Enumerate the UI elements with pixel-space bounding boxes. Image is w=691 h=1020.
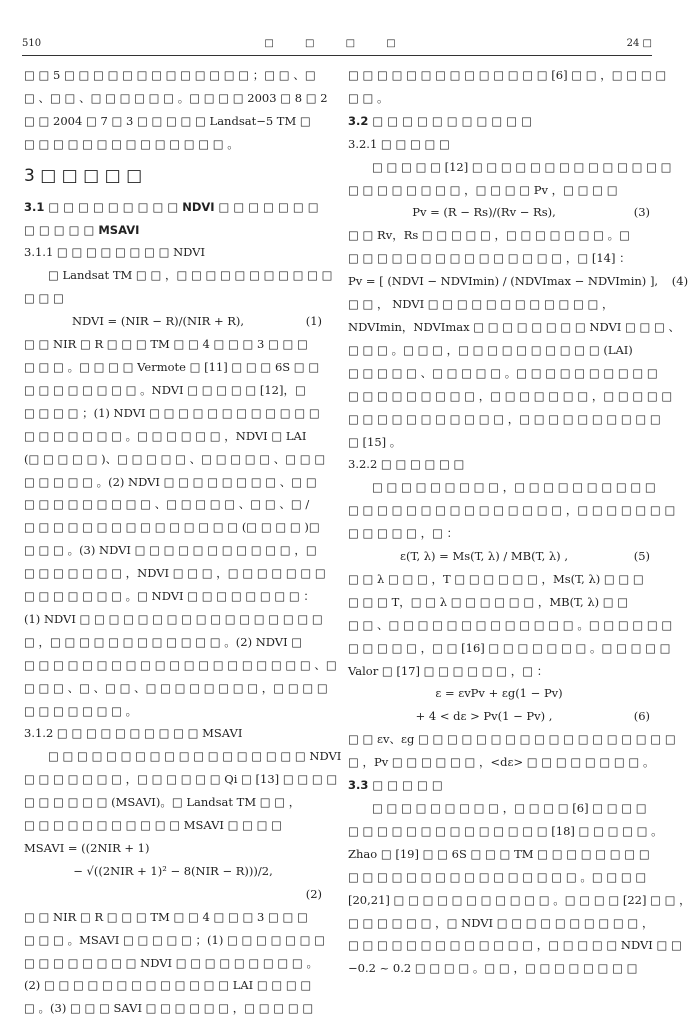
text-line: □ □ 、□ □ □ □ □ □ □ □ □ □ □ □ □ 。□ □ □ □ □ □ [348, 617, 673, 632]
running-header [22, 38, 652, 54]
text-line: □ □ □ 。MSAVI □ □ □ □ □ ；(1) □ □ □ □ □ □ □ [24, 932, 325, 947]
right-column [348, 64, 691, 980]
text-line: □ □ □ 。□ □ □ ，□ □ □ □ □ □ □ □ □ □ (LAI) [348, 342, 633, 357]
text-line: ε = εvPv + εg(1 − Pv) [435, 686, 563, 701]
text-line: Valor □ [17] □ □ □ □ □ □ ，□ ： [348, 663, 549, 678]
text-line: □ [15] 。 [348, 434, 402, 449]
text-line: □ □ □ □ □ □ □ □ □ □ □ □ □ □ □ □ □ □ NDVI [48, 749, 342, 764]
left-column [24, 64, 342, 1020]
text-line: −0.2 ~ 0.2 □ □ □ □ 。□ □ ，□ □ □ □ □ □ □ □ [348, 961, 638, 976]
equation-formula: ε(T, λ) = Ms(T, λ) / MB(T, λ) , [400, 549, 568, 564]
text-line: □ □ Rv，Rs □ □ □ □ □ ，□ □ □ □ □ □ □ 。□ [348, 228, 631, 243]
text-line: □ □ 。 [348, 90, 389, 105]
equation-number: (1) [305, 314, 322, 329]
text-line: □ 、□ □ 、□ □ □ □ □ □ 。□ □ □ □ 2003 □ 8 □ 2 [24, 90, 328, 105]
equation-number: (4) [671, 274, 689, 289]
page-number: 510 [22, 38, 42, 49]
equation [348, 201, 650, 224]
text-line: □ □ □ [24, 291, 64, 306]
text-line: □ □ □ □ □ □ □ 。□ □ □ □ □ □ ，NDVI □ LAI [24, 428, 307, 443]
volume-label: 24 □ [626, 38, 652, 49]
text-line: □ □ □ □ □ □ □ □ □ □ □ □ □ □ 。 [24, 136, 239, 151]
text-line: □ □ □ 、□ 、□ □ 、□ □ □ □ □ □ □ □ ，□ □ □ □ [24, 680, 328, 695]
equation-formula: Pv = (R − Rs)/(Rv − Rs), [412, 205, 556, 220]
text-line: 3.1.2 □ □ □ □ □ □ □ □ □ □ MSAVI [24, 726, 243, 741]
text-line: □ □ □ □ □ □ □ □ □ □ □ □ □ □ □ □ 。□ □ □ □ [348, 869, 647, 884]
equation [348, 705, 650, 728]
text-line: □ □ □ □ □ □ ，□ NDVI □ □ □ □ □ □ □ □ □ □ ， [348, 915, 654, 930]
text-line: □ ，Pv □ □ □ □ □ □ ，<dε> □ □ □ □ □ □ □ □ 。 [348, 755, 655, 770]
section-heading: 3.2 □ □ □ □ □ □ □ □ □ □ □ [348, 113, 532, 128]
text-line: MSAVI = ((2NIR + 1) [24, 841, 150, 855]
text-line: □ □ □ □ □ □ □ □ 。NDVI □ □ □ □ □ [12]，□ [24, 382, 306, 397]
text-line: (2) □ □ □ □ □ □ □ □ □ □ □ □ □ LAI □ □ □ □ [24, 978, 312, 993]
section-heading: 3 □ □ □ □ □ [24, 165, 143, 186]
text-line: □ □ □ □ □ □ □ □ NDVI □ □ □ □ □ □ □ □ □ 。 [24, 955, 318, 970]
text-line: □ □ □ □ □ □ □ □ □ □ □ □ □ □ [6] □ □ ，□ □ □ □ [348, 68, 667, 82]
text-line: Zhao □ [19] □ □ 6S □ □ □ TM □ □ □ □ □ □ □ □ [348, 846, 650, 861]
text-line: □ □ □ □ □ [12] □ □ □ □ □ □ □ □ □ □ □ □ □ □ [372, 159, 672, 174]
text-line: 3.2.2 □ □ □ □ □ □ [348, 457, 465, 472]
text-line: □ □ □ □ □ □ □ □ □ □ □ □ □ □ [18] □ □ □ □ □ 。 [348, 823, 663, 838]
section-heading: 3.1 □ □ □ □ □ □ □ □ □ NDVI □ □ □ □ □ □ □ [24, 199, 319, 214]
text-line: □ □ □ □ □ □ □ □ □ □ □ □ □ □ □ ，□ [14] ： [348, 251, 631, 266]
text-line: □ □ 2004 □ 7 □ 3 □ □ □ □ □ Landsat−5 TM □ [24, 113, 311, 128]
text-line: □ □ □ □ □ ，□ ： [348, 526, 459, 541]
text-line: □ □ □ □ □ 。(2) NDVI □ □ □ □ □ □ □ □ 、□ □ [24, 474, 317, 489]
section-heading: 3.3 □ □ □ □ □ [348, 778, 443, 793]
journal-title: □ □ □ □ [264, 38, 410, 49]
text-line: 3.2.1 □ □ □ □ □ [348, 136, 450, 151]
text-line: □ □ □ □ □ □ □ □ □ ，□ □ □ □ □ □ □ □ □ □ [372, 480, 656, 495]
text-line: □ □ λ □ □ □ ，T □ □ □ □ □ □ ，Ms(T, λ) □ □ □ [348, 571, 644, 586]
equation [348, 270, 689, 293]
text-line: □ □ 5 □ □ □ □ □ □ □ □ □ □ □ □ □ ；□ □ 、□ [24, 68, 316, 82]
text-line: (□ □ □ □ □ )、□ □ □ □ □ 、□ □ □ □ □ 、□ □ □ [24, 451, 326, 466]
text-line: (1) NDVI □ □ □ □ □ □ □ □ □ □ □ □ □ □ □ □ □ [24, 611, 323, 626]
text-line: NDVImin，NDVImax □ □ □ □ □ □ □ □ NDVI □ □ □ 、 [348, 319, 681, 334]
equation-number: (3) [633, 205, 650, 220]
text-line: □ □ □ □ □ □ □ □ □ ，□ □ □ □ □ □ □ ，□ □ □ □ □ [348, 388, 673, 403]
text-line: □ 。(3) □ □ □ SAVI □ □ □ □ □ □ ，□ □ □ □ □ [24, 1001, 314, 1016]
text-line: □ Landsat TM □ □ ，□ □ □ □ □ □ □ □ □ □ □ [48, 268, 333, 283]
equation-formula: NDVI = (NIR − R)/(NIR + R), [71, 314, 245, 329]
text-line: □ □ εv、εg □ □ □ □ □ □ □ □ □ □ □ □ □ □ □ □ □ □ [348, 732, 676, 747]
text-line: □ □ NIR □ R □ □ □ TM □ □ 4 □ □ □ 3 □ □ □ [24, 909, 308, 924]
text-line: □ □ ， NDVI □ □ □ □ □ □ □ □ □ □ □ □ ， [348, 297, 614, 312]
text-line: □ □ □ □ ；(1) NDVI □ □ □ □ □ □ □ □ □ □ □ □ [24, 405, 320, 420]
text-line: □ □ □ □ □ □ □ □ □ □ □ □ □ □ □ □ □ □ □ □ 、□ [24, 657, 337, 672]
text-line: □ □ □ □ □ □ □ □ □ □ □ MSAVI □ □ □ □ [24, 818, 283, 833]
text-line: □ □ □ □ □ □ □ □ □ □ □ □ □ □ □ (□ □ □ □ )□ [24, 520, 320, 535]
text-line: (2) [305, 886, 322, 901]
text-line: □ ，□ □ □ □ □ □ □ □ □ □ □ □ 。(2) NDVI □ [24, 634, 303, 649]
equation-number: (5) [633, 549, 650, 564]
text-line: □ □ □ □ □ □ □ □ □ 、□ □ □ □ □ 、□ □ 、□ / [24, 497, 310, 512]
text-line: − √((2NIR + 1)² − 8(NIR − R)))/2, [73, 863, 273, 878]
header-rule [22, 55, 652, 56]
text-line: □ □ □ □ □ □ □ ，□ □ □ □ □ □ Qi □ [13] □ □ □ □ [24, 772, 338, 787]
equation-formula: + 4 < dε > Pv(1 − Pv) , [415, 709, 553, 724]
text-line: □ □ □ □ □ □ □ □ □ □ □ □ □ □ □ ，□ □ □ □ □ □ □ [348, 503, 676, 518]
text-line: □ □ □ □ □ 、□ □ □ □ □ 。□ □ □ □ □ □ □ □ □ □ [348, 365, 658, 380]
text-line: □ □ NIR □ R □ □ □ TM □ □ 4 □ □ □ 3 □ □ □ [24, 337, 308, 352]
text-line: □ □ □ □ □ □ □ 。 [24, 703, 138, 718]
equation-formula: Pv = [ (NDVI − NDVImin) / (NDVImax − NDVImin) ], [348, 274, 659, 289]
text-line: □ □ □ □ □ □ □ ，NDVI □ □ □ ，□ □ □ □ □ □ □ [24, 566, 326, 581]
text-line: □ □ □ □ □ □ (MSAVI)。□ Landsat TM □ □ ， [24, 795, 301, 810]
text-line: 3.1.1 □ □ □ □ □ □ □ □ NDVI [24, 245, 206, 260]
text-line: □ □ □ □ □ ，□ □ [16] □ □ □ □ □ □ □ 。□ □ □ □ □ [348, 640, 671, 655]
text-line: □ □ □ 。□ □ □ □ Vermote □ [11] □ □ □ 6S □ □ [24, 359, 320, 374]
text-line: □ □ □ □ □ □ □ 。□ NDVI □ □ □ □ □ □ □ □ ： [24, 589, 315, 604]
text-line: □ □ □ □ □ □ □ □ □ □ □ □ □ ，□ □ □ □ □ NDVI □ □ [348, 938, 682, 953]
equation [348, 545, 650, 568]
text-line: □ □ □ □ □ □ □ □ □ ，□ □ □ □ [6] □ □ □ □ [372, 801, 647, 815]
text-line: □ □ □ T，□ □ λ □ □ □ □ □ □ ，MB(T, λ) □ □ [348, 594, 629, 609]
text-line: □ □ □ □ □ □ □ □ ，□ □ □ □ Pv ，□ □ □ □ [348, 182, 618, 197]
text-line: [20,21] □ □ □ □ □ □ □ □ □ □ □ 。□ □ □ □ [22] □ □ ， [348, 892, 691, 907]
text-line: □ □ □ 。(3) NDVI □ □ □ □ □ □ □ □ □ □ □ ，□ [24, 543, 317, 558]
equation-number: (6) [633, 709, 650, 724]
equation [24, 310, 322, 333]
section-heading: □ □ □ □ □ MSAVI [24, 222, 140, 237]
text-line: □ □ □ □ □ □ □ □ □ □ □ ，□ □ □ □ □ □ □ □ □ □ [348, 411, 661, 426]
